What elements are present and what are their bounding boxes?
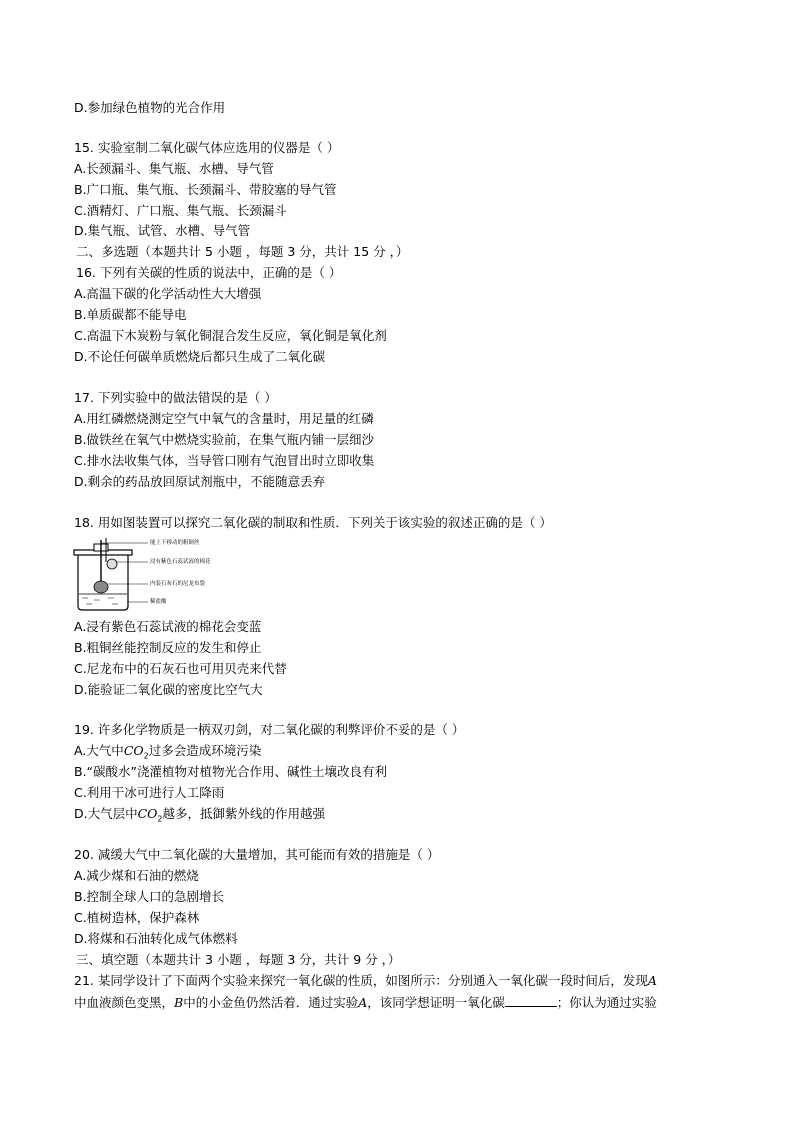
fig-label-acid: 稀盐酸: [150, 599, 167, 605]
q18-option-c: C.尼龙布中的石灰石也可用贝壳来代替: [74, 661, 287, 676]
q19-a-subscript: 2: [143, 751, 149, 761]
q17-option-d: D.剩余的药品放回原试剂瓶中，不能随意丢弃: [74, 474, 326, 489]
q19-d-formula: CO: [137, 806, 158, 821]
q19-d-suffix: 越多，抵御紫外线的作用越强: [162, 806, 326, 821]
q15-option-a: A.长颈漏斗、集气瓶、水槽、导气管: [74, 161, 274, 176]
q15-stem: 15. 实验室制二氧化碳气体应选用的仪器是（ ）: [74, 140, 340, 155]
q21-var-a2: A: [358, 995, 368, 1010]
q21-var-b: B: [174, 995, 184, 1010]
q20-option-a: A.减少煤和石油的燃烧: [74, 868, 199, 883]
q16-option-b: B.单质碳都不能导电: [74, 307, 187, 322]
q20-option-b: B.控制全球人口的急剧增长: [74, 889, 225, 904]
q21-line-2-b: 中的小金鱼仍然活着．通过实验: [183, 995, 359, 1010]
q21-line-2-c: ，该同学想证明一氧化碳: [367, 995, 505, 1010]
q20-option-c: C.植树造林，保护森林: [74, 910, 200, 925]
q19-option-d: [74, 806, 325, 828]
q19-a-prefix: A.大气中: [74, 743, 124, 758]
q19-stem: 19. 许多化学物质是一柄双刃剑，对二氧化碳的利弊评价不妥的是（ ）: [74, 722, 465, 737]
q19-option-b: B.“碳酸水”浇灌植物对植物光合作用、碱性土壤改良有利: [74, 764, 388, 779]
q21-line-2: [74, 994, 657, 1011]
q16-stem: 16. 下列有关碳的性质的说法中，正确的是（ ）: [76, 265, 342, 280]
q21-line-2-a: 中血液颜色变黑，: [74, 995, 175, 1010]
q18-option-b: B.粗铜丝能控制反应的发生和停止: [74, 640, 262, 655]
fig-label-copper-wire: 能上下移动的粗铜丝: [150, 540, 200, 546]
q21-answer-blank[interactable]: [505, 994, 557, 1007]
co2-apparatus-figure: [72, 540, 211, 612]
fig-label-cotton: 浸有紫色石蕊试液的棉花: [150, 559, 211, 565]
q21-line-1: [74, 973, 657, 989]
fig-label-nylon-bag: 内装石灰石的尼龙布袋: [150, 581, 206, 587]
q18-option-a: A.浸有紫色石蕊试液的棉花会变蓝: [74, 619, 262, 634]
q19-a-formula: CO: [123, 743, 144, 758]
q15-option-c: C.酒精灯、广口瓶、集气瓶、长颈漏斗: [74, 203, 287, 218]
q20-stem: 20. 减缓大气中二氧化碳的大量增加，其可能而有效的措施是（ ）: [74, 847, 440, 862]
q21-line-1-text: 21. 某同学设计了下面两个实验来探究一氧化碳的性质，如图所示：分别通入一氧化碳一段时间后，发现: [74, 973, 648, 988]
q21-line-2-d: ；你认为通过实验: [556, 995, 657, 1010]
q15-option-d: D.集气瓶、试管、水槽、导气管: [74, 223, 251, 238]
q20-option-d: D.将煤和石油转化成气体燃料: [74, 931, 238, 946]
q18-stem: 18. 用如图装置可以探究二氧化碳的制取和性质．下列关于该实验的叙述正确的是（ ）: [74, 515, 552, 530]
q19-d-prefix: D.大气层中: [74, 806, 138, 821]
q19-option-a: [74, 743, 261, 765]
q17-option-c: C.排水法收集气体，当导管口刚有气泡冒出时立即收集: [74, 453, 375, 468]
q15-option-b: B.广口瓶、集气瓶、长颈漏斗、带胶塞的导气管: [74, 182, 337, 197]
q16-option-d: D.不论任何碳单质燃烧后都只生成了二氧化碳: [74, 349, 326, 364]
q21-var-a: A: [647, 973, 657, 988]
q16-option-c: C.高温下木炭粉与氧化铜混合发生反应，氧化铜是氧化剂: [74, 328, 387, 343]
q17-stem: 17. 下列实验中的做法错误的是（ ）: [74, 390, 277, 405]
q16-option-a: A.高温下碳的化学活动性大大增强: [74, 286, 262, 301]
q17-option-a: A.用红磷燃烧测定空气中氧气的含量时，用足量的红磷: [74, 411, 374, 426]
q19-d-subscript: 2: [157, 814, 163, 824]
q19-option-c: C.利用干冰可进行人工降雨: [74, 785, 225, 800]
q18-option-d: D.能验证二氧化碳的密度比空气大: [74, 682, 263, 697]
q17-option-b: B.做铁丝在氧气中燃烧实验前，在集气瓶内铺一层细沙: [74, 432, 375, 447]
q19-a-suffix: 过多会造成环境污染: [148, 743, 262, 758]
q14-option-d: D.参加绿色植物的光合作用: [74, 100, 226, 115]
section-3-heading: 三、填空题（本题共计 3 小题 ，每题 3 分，共计 9 分 ，）: [76, 952, 401, 967]
section-2-heading: 二、多选题（本题共计 5 小题 ，每题 3 分，共计 15 分 ，）: [76, 244, 409, 259]
